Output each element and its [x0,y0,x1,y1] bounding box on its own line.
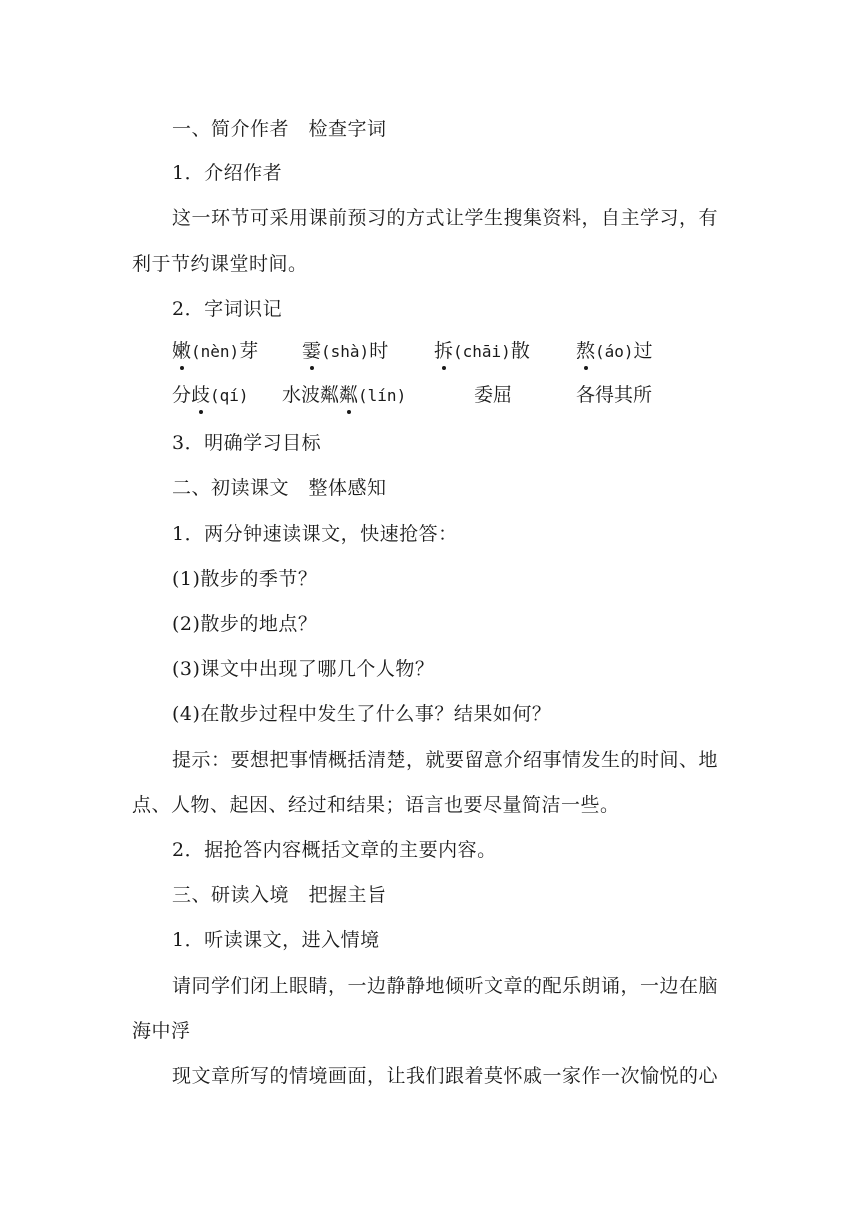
section-heading-2: 二、初读课文 整体感知 [172,477,387,499]
section-heading-1: 一、简介作者 检查字词 [172,118,387,140]
paragraph-line: 现文章所写的情境画面，让我们跟着莫怀戚一家作一次愉悦的心 [172,1065,719,1087]
vocab-item: 委屈 [474,384,513,406]
vocab-item: 拆(chāi)散 [434,340,530,362]
vocab-item: 熬(áo)过 [576,340,653,362]
vocab-item: 分歧(qí) [172,384,249,406]
question-item: (3)课文中出现了哪几个人物？ [172,658,435,680]
vocab-item: 嫩(nèn)芽 [172,340,259,362]
paragraph-line: 请同学们闭上眼睛，一边静静地倾听文章的配乐朗诵，一边在脑 [172,975,719,997]
question-item: (4)在散步过程中发生了什么事？结果如何？ [172,703,552,725]
paragraph-line: 利于节约课堂时间。 [132,253,308,275]
paragraph-line: 2．据抢答内容概括文章的主要内容。 [172,839,497,861]
paragraph-line: 这一环节可采用课前预习的方式让学生搜集资料，自主学习，有 [172,207,719,229]
question-item: (1)散步的季节？ [172,568,318,590]
paragraph-line: 点、人物、起因、经过和结果；语言也要尽量简洁一些。 [132,794,620,816]
subheading-listen-read: 1．听读课文，进入情境 [172,929,380,951]
vocab-item: 水波粼粼(lín) [282,384,407,406]
paragraph-line: 海中浮 [132,1020,191,1042]
subheading-learning-goals: 3．明确学习目标 [172,432,322,454]
paragraph-line: 1．两分钟速读课文，快速抢答： [172,523,458,545]
vocab-item: 霎(shà)时 [302,340,389,362]
vocab-item: 各得其所 [576,384,653,406]
question-item: (2)散步的地点？ [172,613,318,635]
section-heading-3: 三、研读入境 把握主旨 [172,884,387,906]
subheading-introduce-author: 1．介绍作者 [172,162,283,184]
subheading-word-study: 2．字词识记 [172,298,283,320]
paragraph-line: 提示：要想把事情概括清楚，就要留意介绍事情发生的时间、地 [172,749,719,771]
